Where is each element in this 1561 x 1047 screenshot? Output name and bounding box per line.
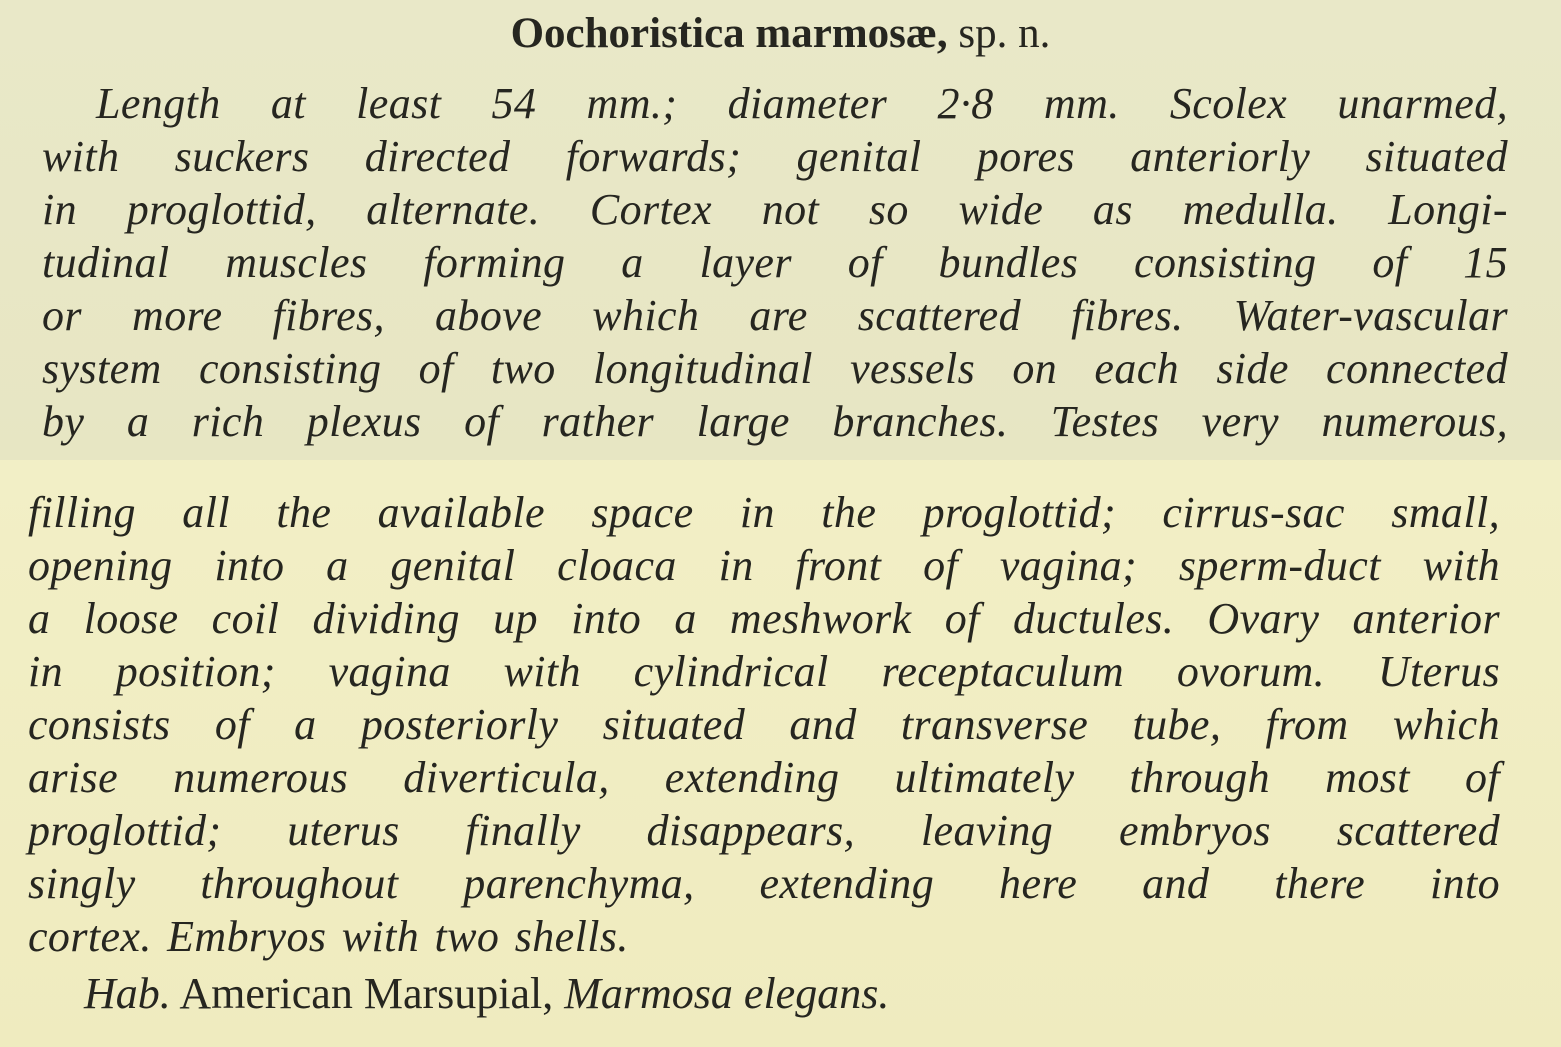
text-line: Length at least 54 mm.; diameter 2·8 mm. Scolex unarmed, bbox=[96, 79, 1508, 128]
text-line: or more fibres, above which are scattered fibres. Water-vascular bbox=[42, 291, 1508, 340]
text-line: a loose coil dividing up into a meshwork of ductules. Ovary anterior bbox=[28, 594, 1500, 643]
species-name: Oochoristica marmosæ, bbox=[510, 10, 948, 57]
habitat-species: Marmosa elegans. bbox=[564, 969, 890, 1018]
upper-page-region bbox=[0, 0, 1561, 460]
habitat-line bbox=[84, 968, 889, 1020]
text-line: proglottid; uterus finally disappears, leaving embryos scattered bbox=[28, 806, 1500, 855]
text-line: by a rich plexus of rather large branches. Testes very numerous, bbox=[42, 397, 1508, 446]
text-line: system consisting of two longitudinal vessels on each side connected bbox=[42, 344, 1508, 393]
text-line: opening into a genital cloaca in front of vagina; sperm-duct with bbox=[28, 541, 1500, 590]
species-note: sp. n. bbox=[947, 10, 1051, 57]
text-line: filling all the available space in the proglottid; cirrus-sac small, bbox=[28, 488, 1500, 537]
text-line: arise numerous diverticula, extending ultimately through most of bbox=[28, 753, 1500, 802]
text-line: tudinal muscles forming a layer of bundles consisting of 15 bbox=[42, 238, 1508, 287]
text-line: consists of a posteriorly situated and transverse tube, from which bbox=[28, 700, 1500, 749]
text-line: cortex. Embryos with two shells. bbox=[28, 912, 629, 961]
habitat-host: American Marsupial, bbox=[170, 969, 565, 1018]
text-line: with suckers directed forwards; genital pores anteriorly situated bbox=[42, 132, 1508, 181]
text-line: in position; vagina with cylindrical receptaculum ovorum. Uterus bbox=[28, 647, 1500, 696]
habitat-label: Hab. bbox=[84, 969, 171, 1018]
text-line: in proglottid, alternate. Cortex not so wide as medulla. Longi- bbox=[42, 185, 1508, 234]
species-title bbox=[0, 8, 1561, 60]
text-line: singly throughout parenchyma, extending here and there into bbox=[28, 859, 1500, 908]
